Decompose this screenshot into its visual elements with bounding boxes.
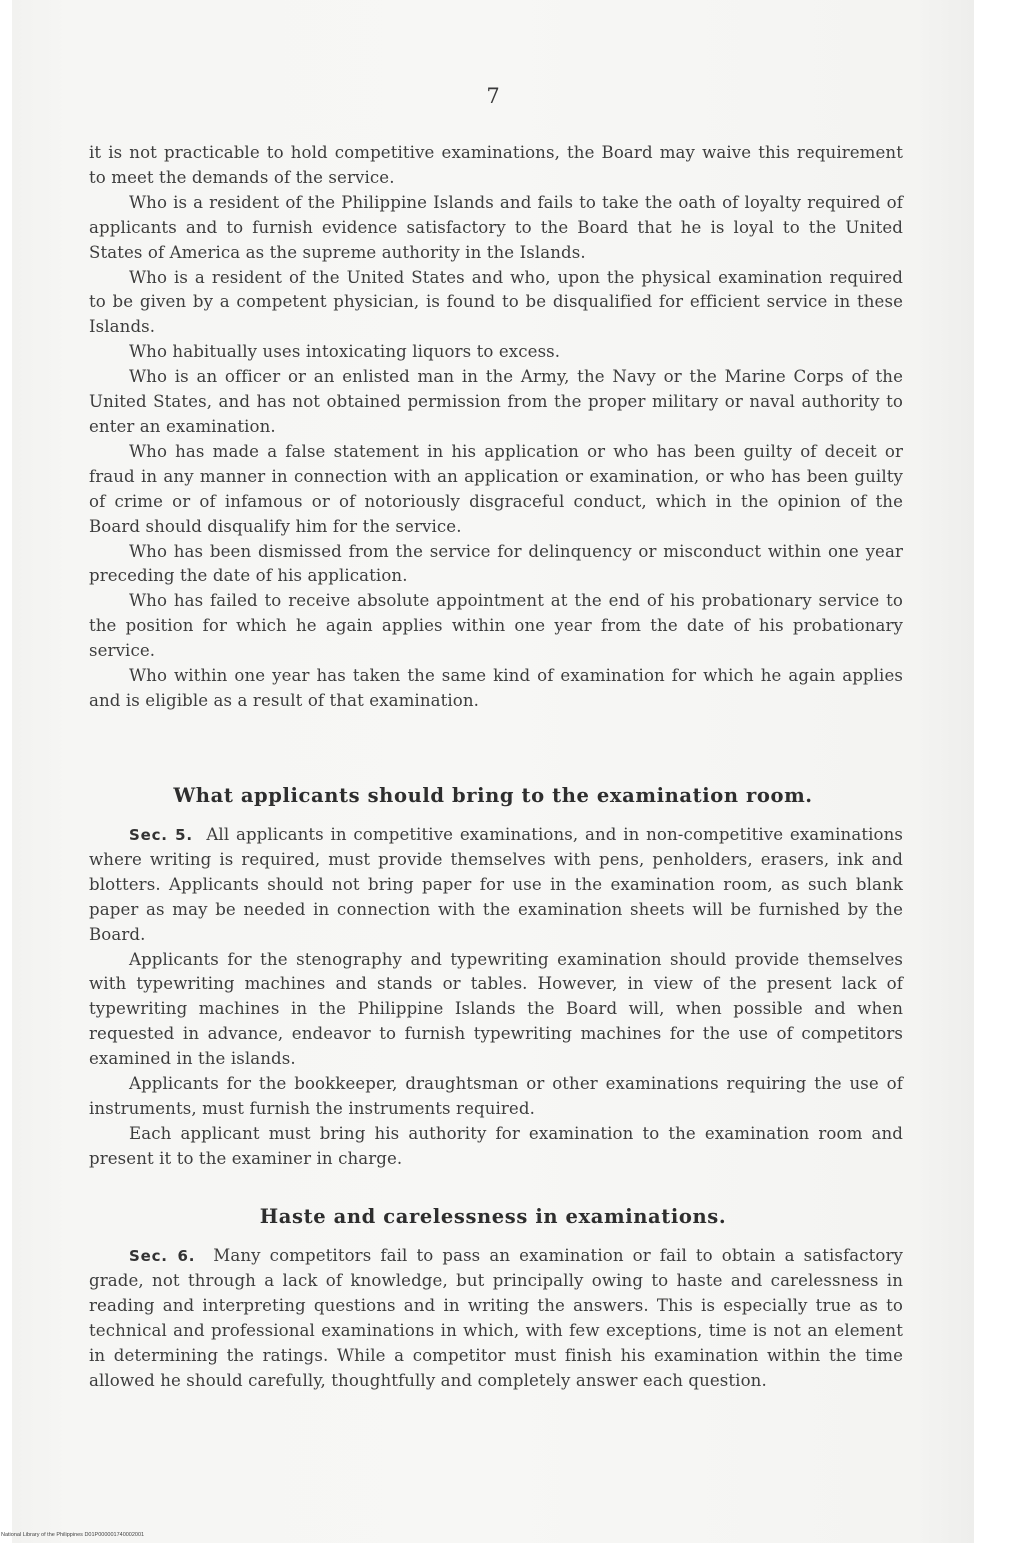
paragraph-oath-of-loyalty: Who is a resident of the Philippine Islands and fails to take the oath of loyalty required of applicants and to furnish evidence satisfactory to the Board that he is loyal to the United States of America as the supreme authority in the Islands. bbox=[89, 192, 903, 262]
scanned-page bbox=[12, 0, 974, 1543]
footer-credit: National Library of the Philippines D01P000001740002001 bbox=[1, 1532, 145, 1538]
disqualifications-text bbox=[89, 141, 903, 714]
paragraph-physical-examination: Who is a resident of the United States and who, upon the physical examination required to be given by a competent physician, is found to be disqualified for efficient service in these Islands. bbox=[89, 267, 903, 337]
paragraph-false-statement: Who has made a false statement in his application or who has been guilty of deceit or fraud in any manner in connection with an application or examination, or who has been guilty of crime or of infamous or of notoriously disgraceful conduct, which in the opinion of the Board should disqualify him for the service. bbox=[89, 441, 903, 536]
paragraph-stenography: Applicants for the stenography and typewriting examination should provide themselves with typewriting machines and stands or tables. However, in view of the present lack of typewriting machines in the Philippine Islands the Board will, when possible and when requested in advance, endeavor to furnish typewriting machines for the use of competitors examined in the islands. bbox=[89, 949, 903, 1069]
paragraph-intoxicating-liquors: Who habitually uses intoxicating liquors to excess. bbox=[129, 342, 561, 362]
section-5-text bbox=[89, 823, 903, 1172]
paragraph-probationary: Who has failed to receive absolute appointment at the end of his probationary service to the position for which he again applies within one year from the date of his probationary service. bbox=[89, 591, 903, 661]
section-5-label: Sec. 5. bbox=[129, 826, 193, 844]
section-5-first-paragraph bbox=[89, 823, 903, 948]
section-6-first-paragraph-text: Many competitors fail to pass an examination or fail to obtain a satisfactory grade, not through a lack of knowledge, but principally owing to haste and carelessness in reading and interpreting questions and in writing the answers. This is especially true as to technical and professional examinations in which, with few exceptions, time is not an element in determining the ratings. While a competitor must finish his examination within the time allowed he should carefully, thoughtfully and completely answer each question. bbox=[89, 1246, 904, 1390]
paragraph-dismissed: Who has been dismissed from the service for delinquency or misconduct within one year preceding the date of his application. bbox=[89, 541, 903, 586]
section-5-heading: What applicants should bring to the examination room. bbox=[173, 784, 813, 807]
section-6-heading: Haste and carelessness in examinations. bbox=[259, 1205, 727, 1228]
section-6-label: Sec. 6. bbox=[129, 1247, 196, 1265]
section-5-first-paragraph-text: All applicants in competitive examinations, and in non-competitive examinations where writing is required, must provide themselves with pens, penholders, erasers, ink and blotters. Applicants should not bring paper for use in the examination room, as such blank paper as may be needed in connection with the examination sheets will be furnished by the Board. bbox=[89, 825, 903, 944]
paragraph-instruments: Applicants for the bookkeeper, draughtsman or other examinations requiring the use of instruments, must furnish the instruments required. bbox=[89, 1074, 903, 1118]
section-6-first-paragraph bbox=[89, 1244, 903, 1393]
section-6-text bbox=[89, 1244, 903, 1393]
paragraph-same-examination: Who within one year has taken the same kind of examination for which he again applies and is eligible as a result of that examination. bbox=[89, 666, 903, 710]
paragraph-army-navy: Who is an officer or an enlisted man in the Army, the Navy or the Marine Corps of the United States, and has not obtained permission from the proper military or naval authority to enter an examination. bbox=[89, 367, 903, 436]
page-number: 7 bbox=[486, 84, 500, 108]
page-margin bbox=[974, 0, 1017, 1543]
paragraph-continuation: it is not practicable to hold competitive examinations, the Board may waive this requirement to meet the demands of the service. bbox=[89, 143, 903, 187]
paragraph-authority: Each applicant must bring his authority for examination to the examination room and present it to the examiner in charge. bbox=[89, 1123, 903, 1168]
